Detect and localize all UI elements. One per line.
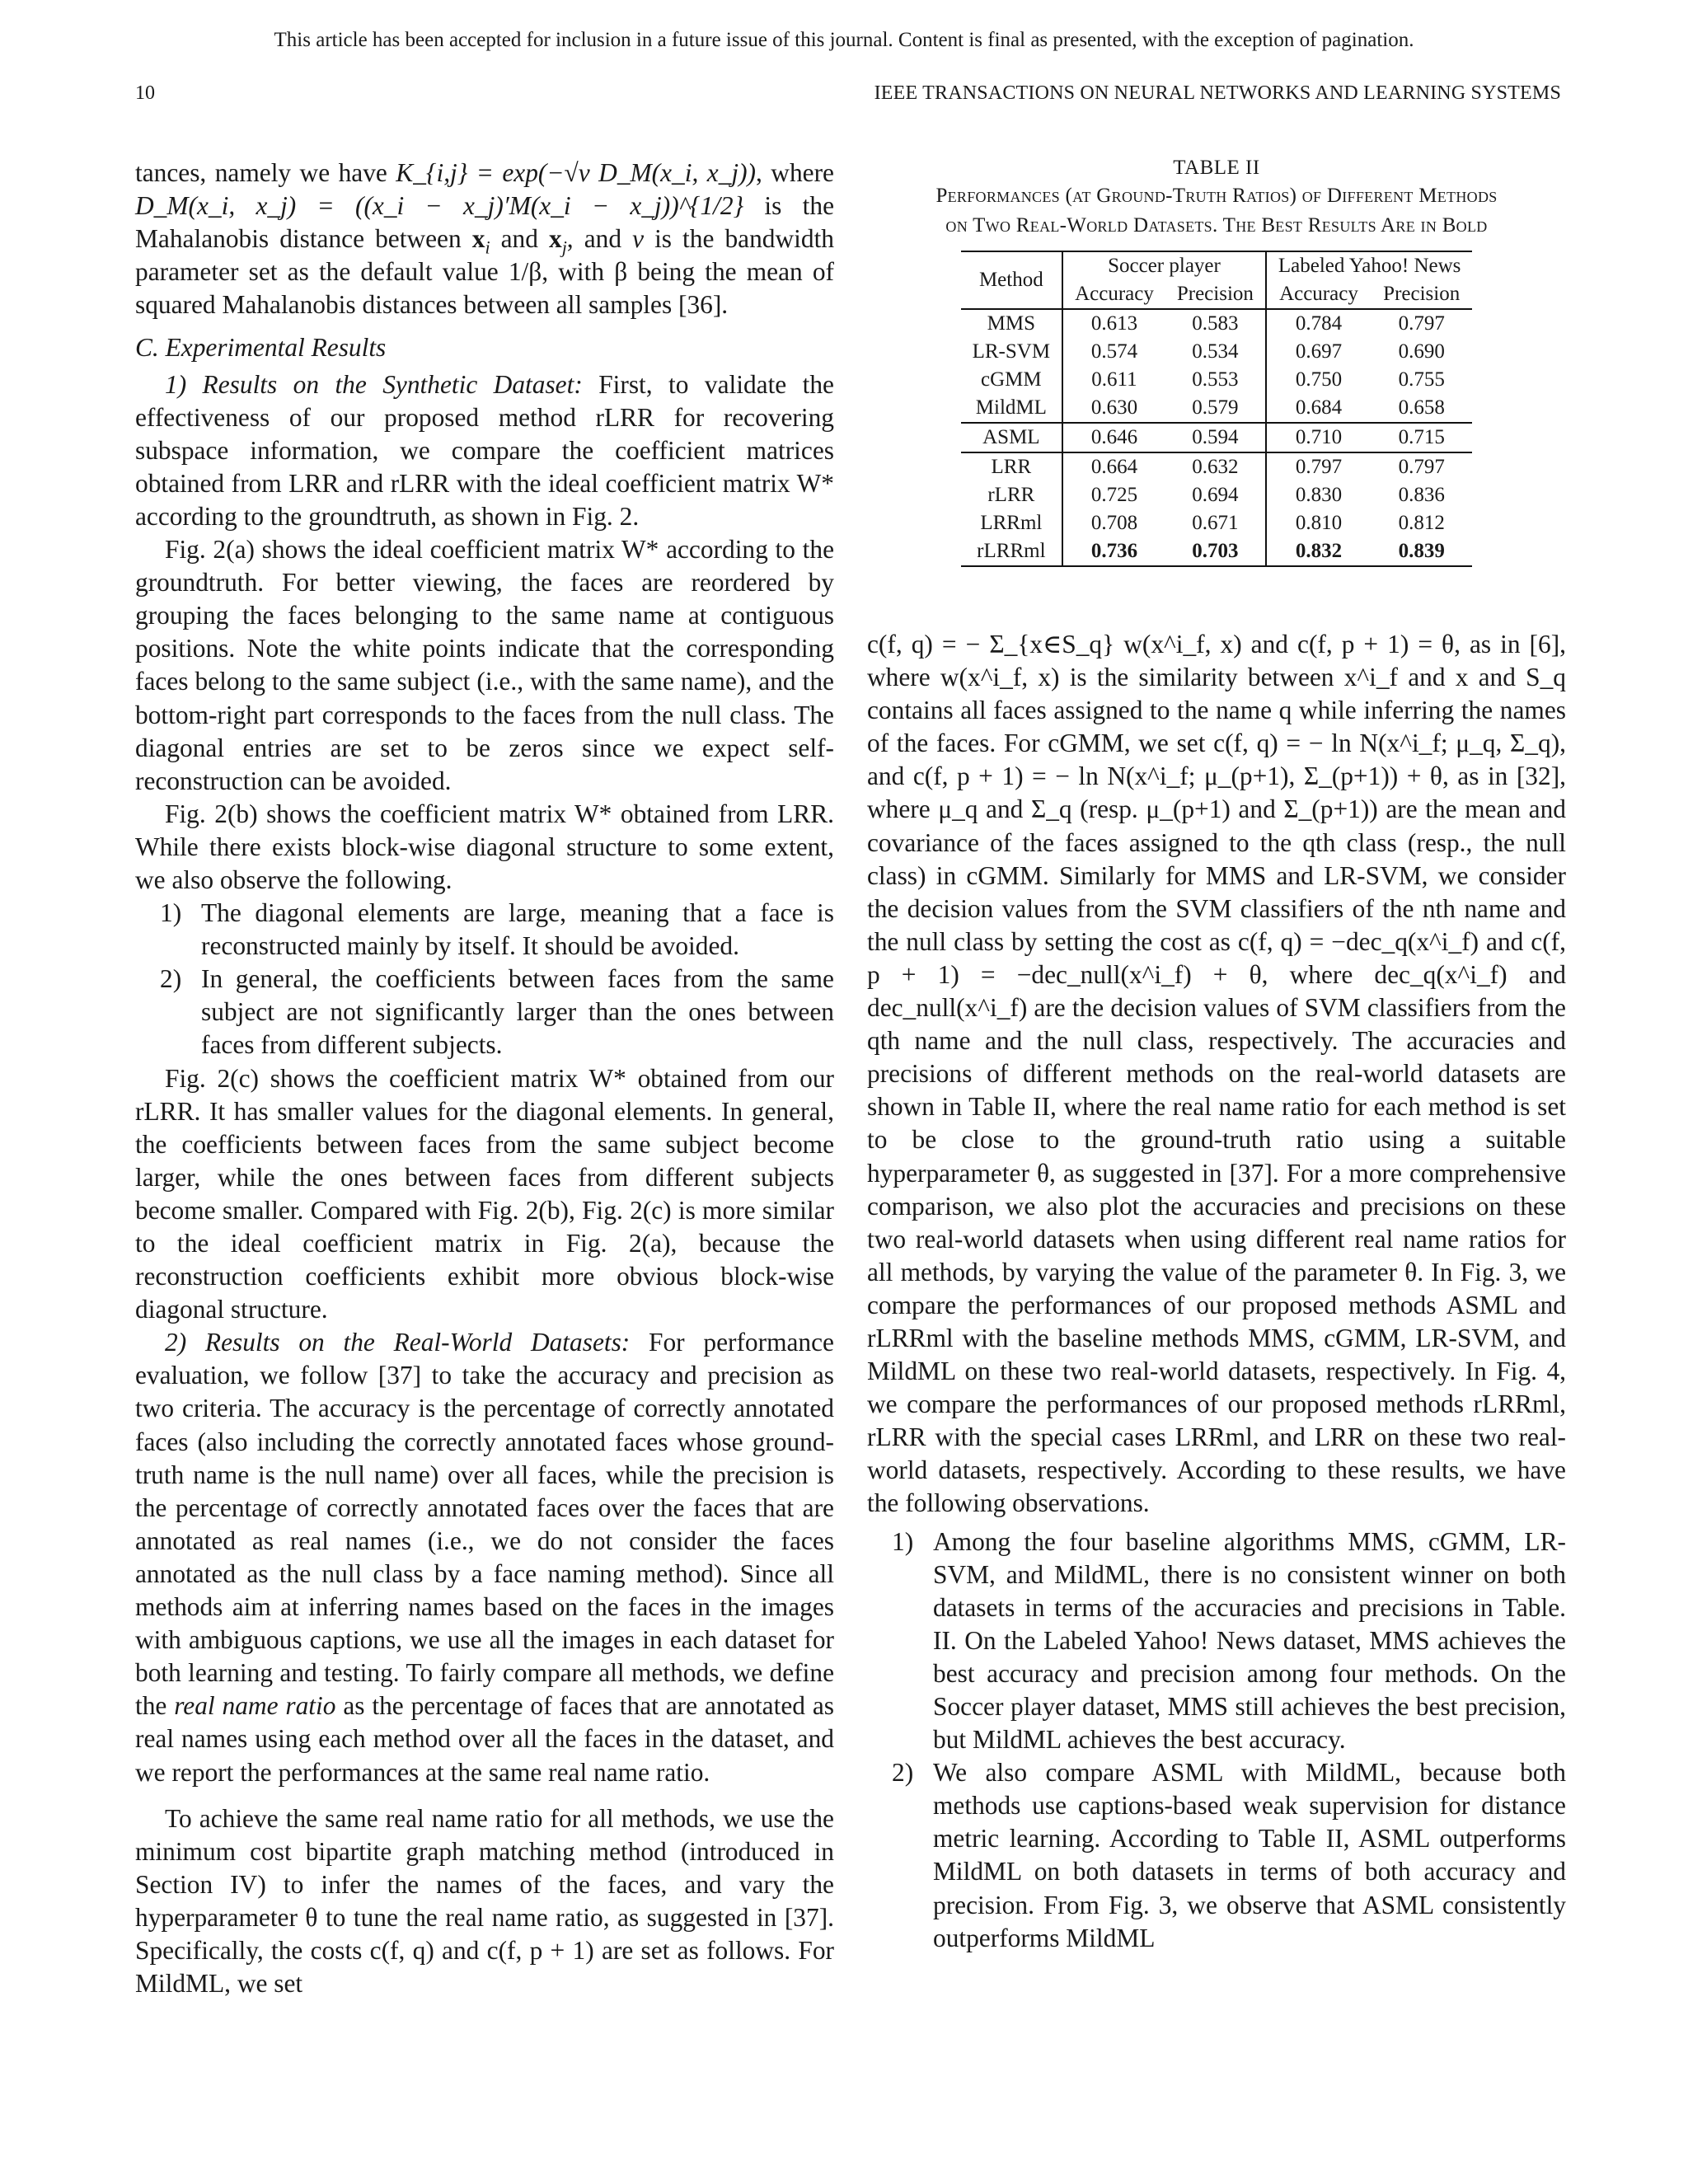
table-row: MildML 0.630 0.579 0.684 0.658	[961, 394, 1473, 423]
column-header-precision: Precision	[1371, 280, 1472, 309]
column-header-method: Method	[961, 251, 1062, 309]
column-header-accuracy: Accuracy	[1062, 280, 1165, 309]
table-row: ASML 0.646 0.594 0.710 0.715	[961, 423, 1473, 452]
table-row: MMS 0.613 0.583 0.784 0.797	[961, 309, 1473, 338]
formula-distance: D_M(x_i, x_j) = ((x_i − x_j)′M(x_i − x_j))^{1/2}	[135, 191, 744, 221]
table-row-best: rLRRml 0.736 0.703 0.832 0.839	[961, 537, 1473, 566]
left-column	[135, 157, 834, 2000]
table-caption-line-1: Performances (at Ground-Truth Ratios) of Different Methods	[935, 185, 1498, 207]
paragraph-realworld: 2) Results on the Real-World Datasets: For performance evaluation, we follow [37] to take the accuracy and precision as two criteria. The accuracy is the percentage of correctly annotated faces (also including the correctly annotated faces whose ground-truth name is the null name) over all faces, while the precision is the percentage of correctly annotated faces over the faces that are annotated as real names (i.e., we do not consider the faces annotated as the null class by a face naming method). Since all methods aim at inferring names based on the faces in the images with ambiguous captions, we use all the images in each dataset for both learning and testing. To fairly compare all methods, we define the real name ratio as the percentage of faces that are annotated as real names using each method over all the faces in the dataset, and we report the performances at the same real name ratio.	[135, 1328, 834, 1787]
formula-kernel: K_{i,j} = exp(−√ν D_M(x_i, x_j))	[396, 158, 757, 187]
list-item: 1) Among the four baseline algorithms MMS, cGMM, LR-SVM, and MildML, there is no consistent winner on both datasets in terms of the accuracies and precisions in Table. II. On the Labeled Yahoo! News dataset, MMS achieves the best accuracy and precision among four methods. On the Soccer player dataset, MMS still achieves the best precision, but MildML achieves the best accuracy.	[892, 1526, 1566, 1755]
column-header-dataset-soccer: Soccer player	[1062, 251, 1266, 280]
paragraph-cost-definitions: c(f, q) = − Σ_{x∈S_q} w(x^i_f, x) and c(f, p + 1) = θ, as in [6], where w(x^i_f, x) is the similarity between x^i_f and x and S_q contains all faces assigned to the name q while inferring the names of the faces. For cGMM, we set c(f, q) = − ln N(x^i_f; μ_q, Σ_q), and c(f, p + 1) = − ln N(x^i_f; μ_(p+1), Σ_(p+1)) + θ, as in [32], where μ_q and Σ_q (resp. μ_(p+1) and Σ_(p+1)) are the mean and covariance of the faces assigned to the qth class (resp., the null class) in cGMM. Similarly for MMS and LR-SVM, we consider the decision values from the SVM classifiers of the nth name and the null class by setting the cost as c(f, q) = −dec_q(x^i_f) and c(f, p + 1) = −dec_null(x^i_f) + θ, where dec_q(x^i_f) and dec_null(x^i_f) are the decision values of SVM classifiers from the qth name and the null class, respectively. The accuracies and precisions of different methods on the real-world datasets are shown in Table II, where the real name ratio for each method is set to be close to the ground-truth ratio using a suitable hyperparameter θ, as suggested in [37]. For a more comprehensive comparison, we also plot the accuracies and precisions on these two real-world datasets when using different real name ratios for all methods, by varying the value of the parameter θ. In Fig. 3, we compare the performances of our proposed methods ASML and rLRRml with the baseline methods MMS, cGMM, LR-SVM, and MildML on these two real-world datasets, respectively. In Fig. 4, we compare the performances of our proposed methods rLRRml, rLRR with the special cases LRRml, and LRR on these two real-world datasets, respectively. According to these results, we have the following observations.	[867, 630, 1566, 1518]
observation-list-left	[135, 897, 834, 1062]
table-block	[867, 155, 1566, 567]
table-label: TABLE II	[1173, 157, 1260, 179]
running-head: IEEE TRANSACTIONS ON NEURAL NETWORKS AND LEARNING SYSTEMS	[874, 82, 1561, 104]
list-item: 2) We also compare ASML with MildML, because both methods use captions-based weak supervision for distance metric learning. According to Table II, ASML outperforms MildML on both datasets in terms of both accuracy and precision. From Fig. 3, we observe that ASML consistently outperforms MildML	[892, 1758, 1566, 1952]
paragraph-continuation: tances, namely we have K_{i,j} = exp(−√ν D_M(x_i, x_j)), where D_M(x_i, x_j) = ((x_i − x_j)′M(x_i − x_j))^{1/2} is the Mahalanobis distance between $x_i$ and $x_j$, and ν is the bandwidth parameter set as the default value 1/β, with β being the mean of squared Mahalanobis distances between all samples [36].	[135, 158, 835, 320]
table-caption-line-2: on Two Real-World Datasets. The Best Results Are in Bold	[945, 214, 1488, 237]
journal-notice: This article has been accepted for inclusion in a future issue of this journal. Content is final as presented, with the exception of pagination.	[274, 29, 1414, 51]
list-item: 1) The diagonal elements are large, meaning that a face is reconstructed mainly by itself. It should be avoided.	[160, 898, 834, 961]
paragraph-synthetic: 1) Results on the Synthetic Dataset: First, to validate the effectiveness of our proposed method rLRR for recovering subspace information, we compare the coefficient matrices obtained from LRR and rLRR with the ideal coefficient matrix W* according to the groundtruth, as shown in Fig. 2.	[135, 369, 834, 531]
right-column	[867, 628, 1566, 1955]
paragraph-fig2c: Fig. 2(c) shows the coefficient matrix W* obtained from our rLRR. It has smaller values for the diagonal elements. In general, the coefficients between faces from the same subject become larger, while the ones between faces from different subjects become smaller. Compared with Fig. 2(b), Fig. 2(c) is more similar to the ideal coefficient matrix in Fig. 2(a), because the reconstruction coefficients exhibit more obvious block-wise diagonal structure.	[135, 1063, 834, 1324]
column-header-dataset-yahoo: Labeled Yahoo! News	[1266, 251, 1472, 280]
table-row: LRR 0.664 0.632 0.797 0.797	[961, 452, 1473, 481]
table-row: rLRR 0.725 0.694 0.830 0.836	[961, 481, 1473, 509]
paragraph-costs: To achieve the same real name ratio for all methods, we use the minimum cost bipartite graph matching method (introduced in Section IV) to infer the names of the faces, and vary the hyperparameter θ to tune the real name ratio, as suggested in [37]. Specifically, the costs c(f, q) and c(f, p + 1) are set as follows. For MildML, we set	[135, 1803, 834, 1999]
table-row: LRRml 0.708 0.671 0.810 0.812	[961, 509, 1473, 537]
table-row: cGMM 0.611 0.553 0.750 0.755	[961, 366, 1473, 394]
subsection-heading: C. Experimental Results	[135, 333, 387, 363]
observation-list-right	[867, 1526, 1566, 1955]
paragraph-fig2b: Fig. 2(b) shows the coefficient matrix W* obtained from LRR. While there exists block-wise diagonal structure to some extent, we also observe the following.	[135, 799, 834, 894]
table-row: LR-SVM 0.574 0.534 0.697 0.690	[961, 338, 1473, 366]
list-item: 2) In general, the coefficients between faces from the same subject are not significantly larger than the ones between faces from different subjects.	[160, 964, 834, 1060]
column-header-precision: Precision	[1165, 280, 1266, 309]
paragraph-fig2a: Fig. 2(a) shows the ideal coefficient matrix W* according to the groundtruth. For better viewing, the faces are reordered by grouping the faces belonging to the same name at contiguous positions. Note the white points indicate that the corresponding faces belong to the same subject (i.e., with the same name), and the bottom-right part corresponds to the faces from the null class. The diagonal entries are set to be zeros since we expect self-reconstruction can be avoided.	[135, 535, 834, 795]
page-number: 10	[135, 82, 155, 104]
results-table	[961, 251, 1473, 567]
column-header-accuracy: Accuracy	[1266, 280, 1371, 309]
